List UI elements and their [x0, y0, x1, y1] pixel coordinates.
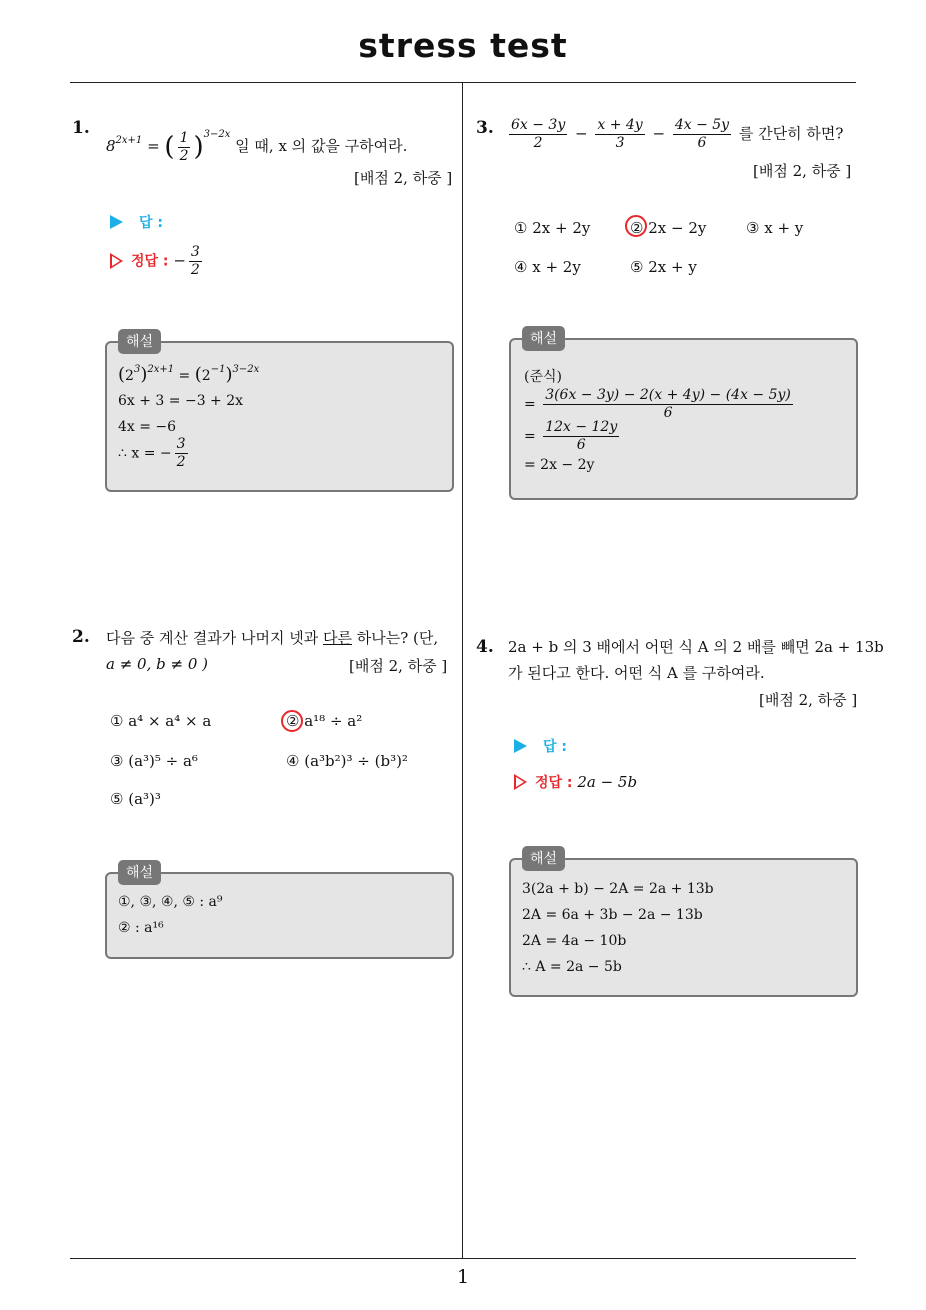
question-3-text: $\frac{6x - 3y}{2}$ − $\frac{x + 4y}{3}$ − $\frac{4x - 5y}{6}$ 를 간단히 하면?: [511, 117, 844, 151]
q2-choice-1[interactable]: ① a⁴ × a⁴ × a: [110, 712, 212, 730]
question-4-points: [배점 2, 하중 ]: [759, 691, 858, 709]
q3-solution-tab: 해설: [522, 326, 565, 351]
question-4-number: 4.: [476, 637, 494, 657]
q3-choice-4[interactable]: ④ x + 2y: [514, 258, 581, 276]
q2-solution-line: ② : a¹⁶: [118, 920, 164, 936]
header-rule: [70, 82, 856, 83]
q3-choice-2[interactable]: ② 2x − 2y: [630, 219, 707, 237]
q3-solution-line: = 2x − 2y: [524, 457, 595, 473]
q1-solution-line: 6x + 3 = −3 + 2x: [118, 393, 244, 409]
q1-solution-line: $(2^3)^{2x+1} = (2^{-1})^{3-2x}$: [118, 364, 260, 385]
question-2-text: 다음 중 계산 결과가 나머지 넷과 다른 하나는? (단,: [106, 629, 439, 647]
question-4-text-line1: 2a + b 의 3 배에서 어떤 식 A 의 2 배를 빼면 2a + 13b: [508, 638, 884, 656]
q3-solution-line: = $\frac{3(6x - 3y) - 2(x + 4y) - (4x - 5y)}{6}$: [524, 387, 791, 421]
q2-solution-box: [105, 872, 454, 959]
question-1-points: [배점 2, 하중 ]: [354, 169, 453, 187]
q1-solution-tab: 해설: [118, 329, 161, 354]
page-number: 1: [456, 1266, 470, 1288]
answer-arrow-icon: [110, 215, 123, 229]
q1-correct-answer: 정답 : − $\frac{3}{2}$: [110, 244, 205, 279]
q2-solution-tab: 해설: [118, 860, 161, 885]
column-divider: [462, 83, 463, 1259]
correct-label: 정답 :: [535, 775, 573, 791]
q2-solution-line: ①, ③, ④, ⑤ : a⁹: [118, 894, 223, 910]
q3-solution-line: (준식): [524, 369, 562, 385]
q3-choice-3[interactable]: ③ x + y: [746, 219, 804, 237]
q4-solution-line: 2A = 6a + 3b − 2a − 13b: [522, 907, 703, 923]
question-3-points: [배점 2, 하중 ]: [753, 162, 852, 180]
q4-answer-label: 답 :: [514, 736, 567, 756]
question-1-text: [106, 122, 407, 165]
answer-arrow-icon: [514, 739, 527, 753]
q2-choice-4[interactable]: ④ (a³b²)³ ÷ (b³)²: [286, 752, 408, 770]
q2-choice-5[interactable]: ⑤ (a³)³: [110, 790, 161, 808]
q4-solution-line: 3(2a + b) − 2A = 2a + 13b: [522, 881, 714, 897]
q4-solution-line: ∴ A = 2a − 5b: [522, 959, 622, 975]
q1-solution-line: ∴ x = − $\frac{3}{2}$: [118, 436, 186, 470]
q2-choice-2[interactable]: ② a¹⁸ ÷ a²: [286, 712, 363, 730]
q1-text-suffix: 일 때, x 의 값을 구하여라.: [235, 137, 408, 155]
footer-rule: [70, 1258, 856, 1259]
q1-answer-label: 답 :: [110, 212, 163, 232]
correct-label: 정답 :: [131, 253, 169, 270]
q4-solution-box: [509, 858, 858, 997]
q4-correct-answer: 정답 : 2a − 5b: [514, 772, 637, 792]
q2-underlined-word: 다른: [323, 629, 352, 647]
q2-choice-3[interactable]: ③ (a³)⁵ ÷ a⁶: [110, 752, 198, 770]
q4-solution-tab: 해설: [522, 846, 565, 871]
q1-equation: $8^{2x+1}$ = ( $\frac{1}{2}$ )$^{3-2x}$: [106, 129, 231, 164]
q4-solution-line: 2A = 4a − 10b: [522, 933, 627, 949]
correct-triangle-icon: [514, 774, 527, 790]
question-3-number: 3.: [476, 118, 494, 138]
question-1-number: 1.: [72, 118, 90, 138]
page-title: stress test: [358, 26, 568, 65]
q3-choice-1[interactable]: ① 2x + 2y: [514, 219, 591, 237]
q3-choice-5[interactable]: ⑤ 2x + y: [630, 258, 697, 276]
question-2-condition: a ≠ 0, b ≠ 0 ): [106, 655, 208, 673]
question-4-text-line2: 가 된다고 한다. 어떤 식 A 를 구하여라.: [508, 664, 765, 682]
correct-triangle-icon: [110, 253, 123, 269]
q3-solution-line: = $\frac{12x - 12y}{6}$: [524, 419, 618, 453]
question-2-number: 2.: [72, 627, 90, 647]
q1-solution-line: 4x = −6: [118, 419, 177, 435]
question-2-points: [배점 2, 하중 ]: [349, 657, 448, 675]
